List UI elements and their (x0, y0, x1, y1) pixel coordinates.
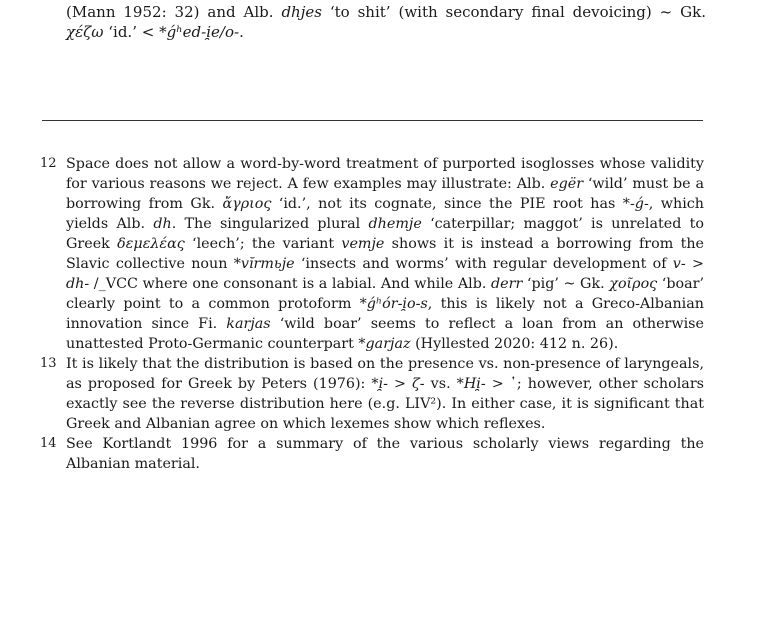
main-text-italic-word: χέζω (66, 23, 104, 41)
footnote-italic-word: egër (550, 176, 584, 192)
footnote-text-span: ‘leech’; the variant (184, 236, 342, 252)
footnote-italic-word: δεμελέας (117, 236, 185, 252)
footnote-text-span: ‘id.’, not its cognate, since the PIE root has *- (271, 196, 635, 212)
footnote-text-span: ‘wild’ must be a borrowing from Gk. (66, 176, 704, 212)
footnote-italic-word: ζ- (412, 376, 425, 392)
footnote-italic-word: vemje (341, 236, 385, 252)
footnote-italic-word: vĭrmьje (240, 256, 295, 272)
footnote-text (66, 434, 704, 474)
footnote-text-span: > (685, 256, 704, 272)
footnote-text-span: ‘boar’ clearly point to a common protoform * (66, 276, 704, 312)
main-text-span: (Mann 1952: 32) and Alb. (66, 3, 282, 21)
footnote-italic-word: χοῖρος (609, 276, 658, 292)
footnote-italic-word: ǵ (634, 196, 644, 212)
footnote-text-span: /_VCC where one consonant is a labial. And while Alb. (89, 276, 492, 292)
footnote-italic-word: dhemje (368, 216, 422, 232)
footnote-text-span: shows it is instead a borrowing from the Slavic collective noun * (66, 236, 704, 272)
footnote-text-span: ‘insects and worms’ with regular development of (294, 256, 673, 272)
footnote-number: 14 (40, 436, 57, 451)
main-text-span: * (159, 23, 167, 41)
footnote-text-span: See Kortlandt 1996 for a summary of the various scholarly views regarding the Albanian material. (66, 436, 704, 472)
footnote-text-span: Space does not allow a word-by-word treatment of purported isoglosses whose validity for various reasons we reject. A few examples may illustrate: Alb. (66, 156, 704, 192)
footnote-13 (40, 354, 704, 434)
footnote-italic-word: dh (153, 216, 172, 232)
footnote-12 (40, 154, 704, 354)
footnote-text-span: , this is likely not a Greco-Albanian innovation since Fi. (66, 296, 704, 332)
main-text-italic-word: ǵʰed-i̯e/o- (166, 23, 240, 41)
footnote-italic-word: garjaz (365, 336, 411, 352)
footnote-text-span: -, which yields Alb. (66, 196, 705, 232)
footnote-italic-word: ǵʰór-i̯o-s (366, 296, 428, 312)
footnote-number: 12 (40, 156, 57, 171)
main-text-span: . (239, 23, 244, 41)
footnote-italic-word: i̯- (378, 376, 388, 392)
footnote-italic-word: karjas (226, 316, 271, 332)
main-text-italic-word: dhjes (281, 3, 322, 21)
main-text-paragraph (66, 2, 706, 42)
footnote-text-span: ‘pig’ ~ Gk. (522, 276, 610, 292)
footnote-italic-word: Hi̯- (463, 376, 486, 392)
footnote-italic-word: dh- (66, 276, 90, 292)
footnote-text-span: (Hyllested 2020: 412 n. 26). (410, 336, 619, 352)
footnote-text (66, 154, 704, 354)
footnote-text (66, 354, 704, 434)
footnote-text-span: ‘wild boar’ seems to reflect a loan from an otherwise unattested Proto-Germanic counterpart * (66, 316, 704, 352)
footnotes-section (40, 154, 704, 474)
main-text-span: ‘to shit’ (with secondary final devoicing) ~ Gk. (321, 3, 706, 21)
footnote-italic-word: derr (491, 276, 523, 292)
footnote-text-span: ‘caterpillar; maggot’ is unrelated to Greek (66, 216, 705, 252)
footnote-text-span: > (387, 376, 413, 392)
footnote-14 (40, 434, 704, 474)
footnote-italic-word: v- (672, 256, 686, 272)
main-text-span: ‘id.’ < (103, 23, 155, 41)
footnote-number: 13 (40, 356, 57, 371)
footnote-text-span: vs. * (424, 376, 464, 392)
footnote-separator-rule (42, 120, 703, 121)
footnote-text-span: > ῾; however, other scholars exactly see the reverse distribution here (e.g. LIV²). In either case, it is significant that Greek and Albanian agree on which lexemes show which reflexes. (66, 376, 704, 432)
footnote-italic-word: ἄγριος (222, 196, 272, 212)
footnote-text-span: It is likely that the distribution is based on the presence vs. non-presence of laryngeals, as proposed for Greek by Peters (1976): * (66, 356, 704, 392)
footnote-text-span: . The singularized plural (171, 216, 369, 232)
